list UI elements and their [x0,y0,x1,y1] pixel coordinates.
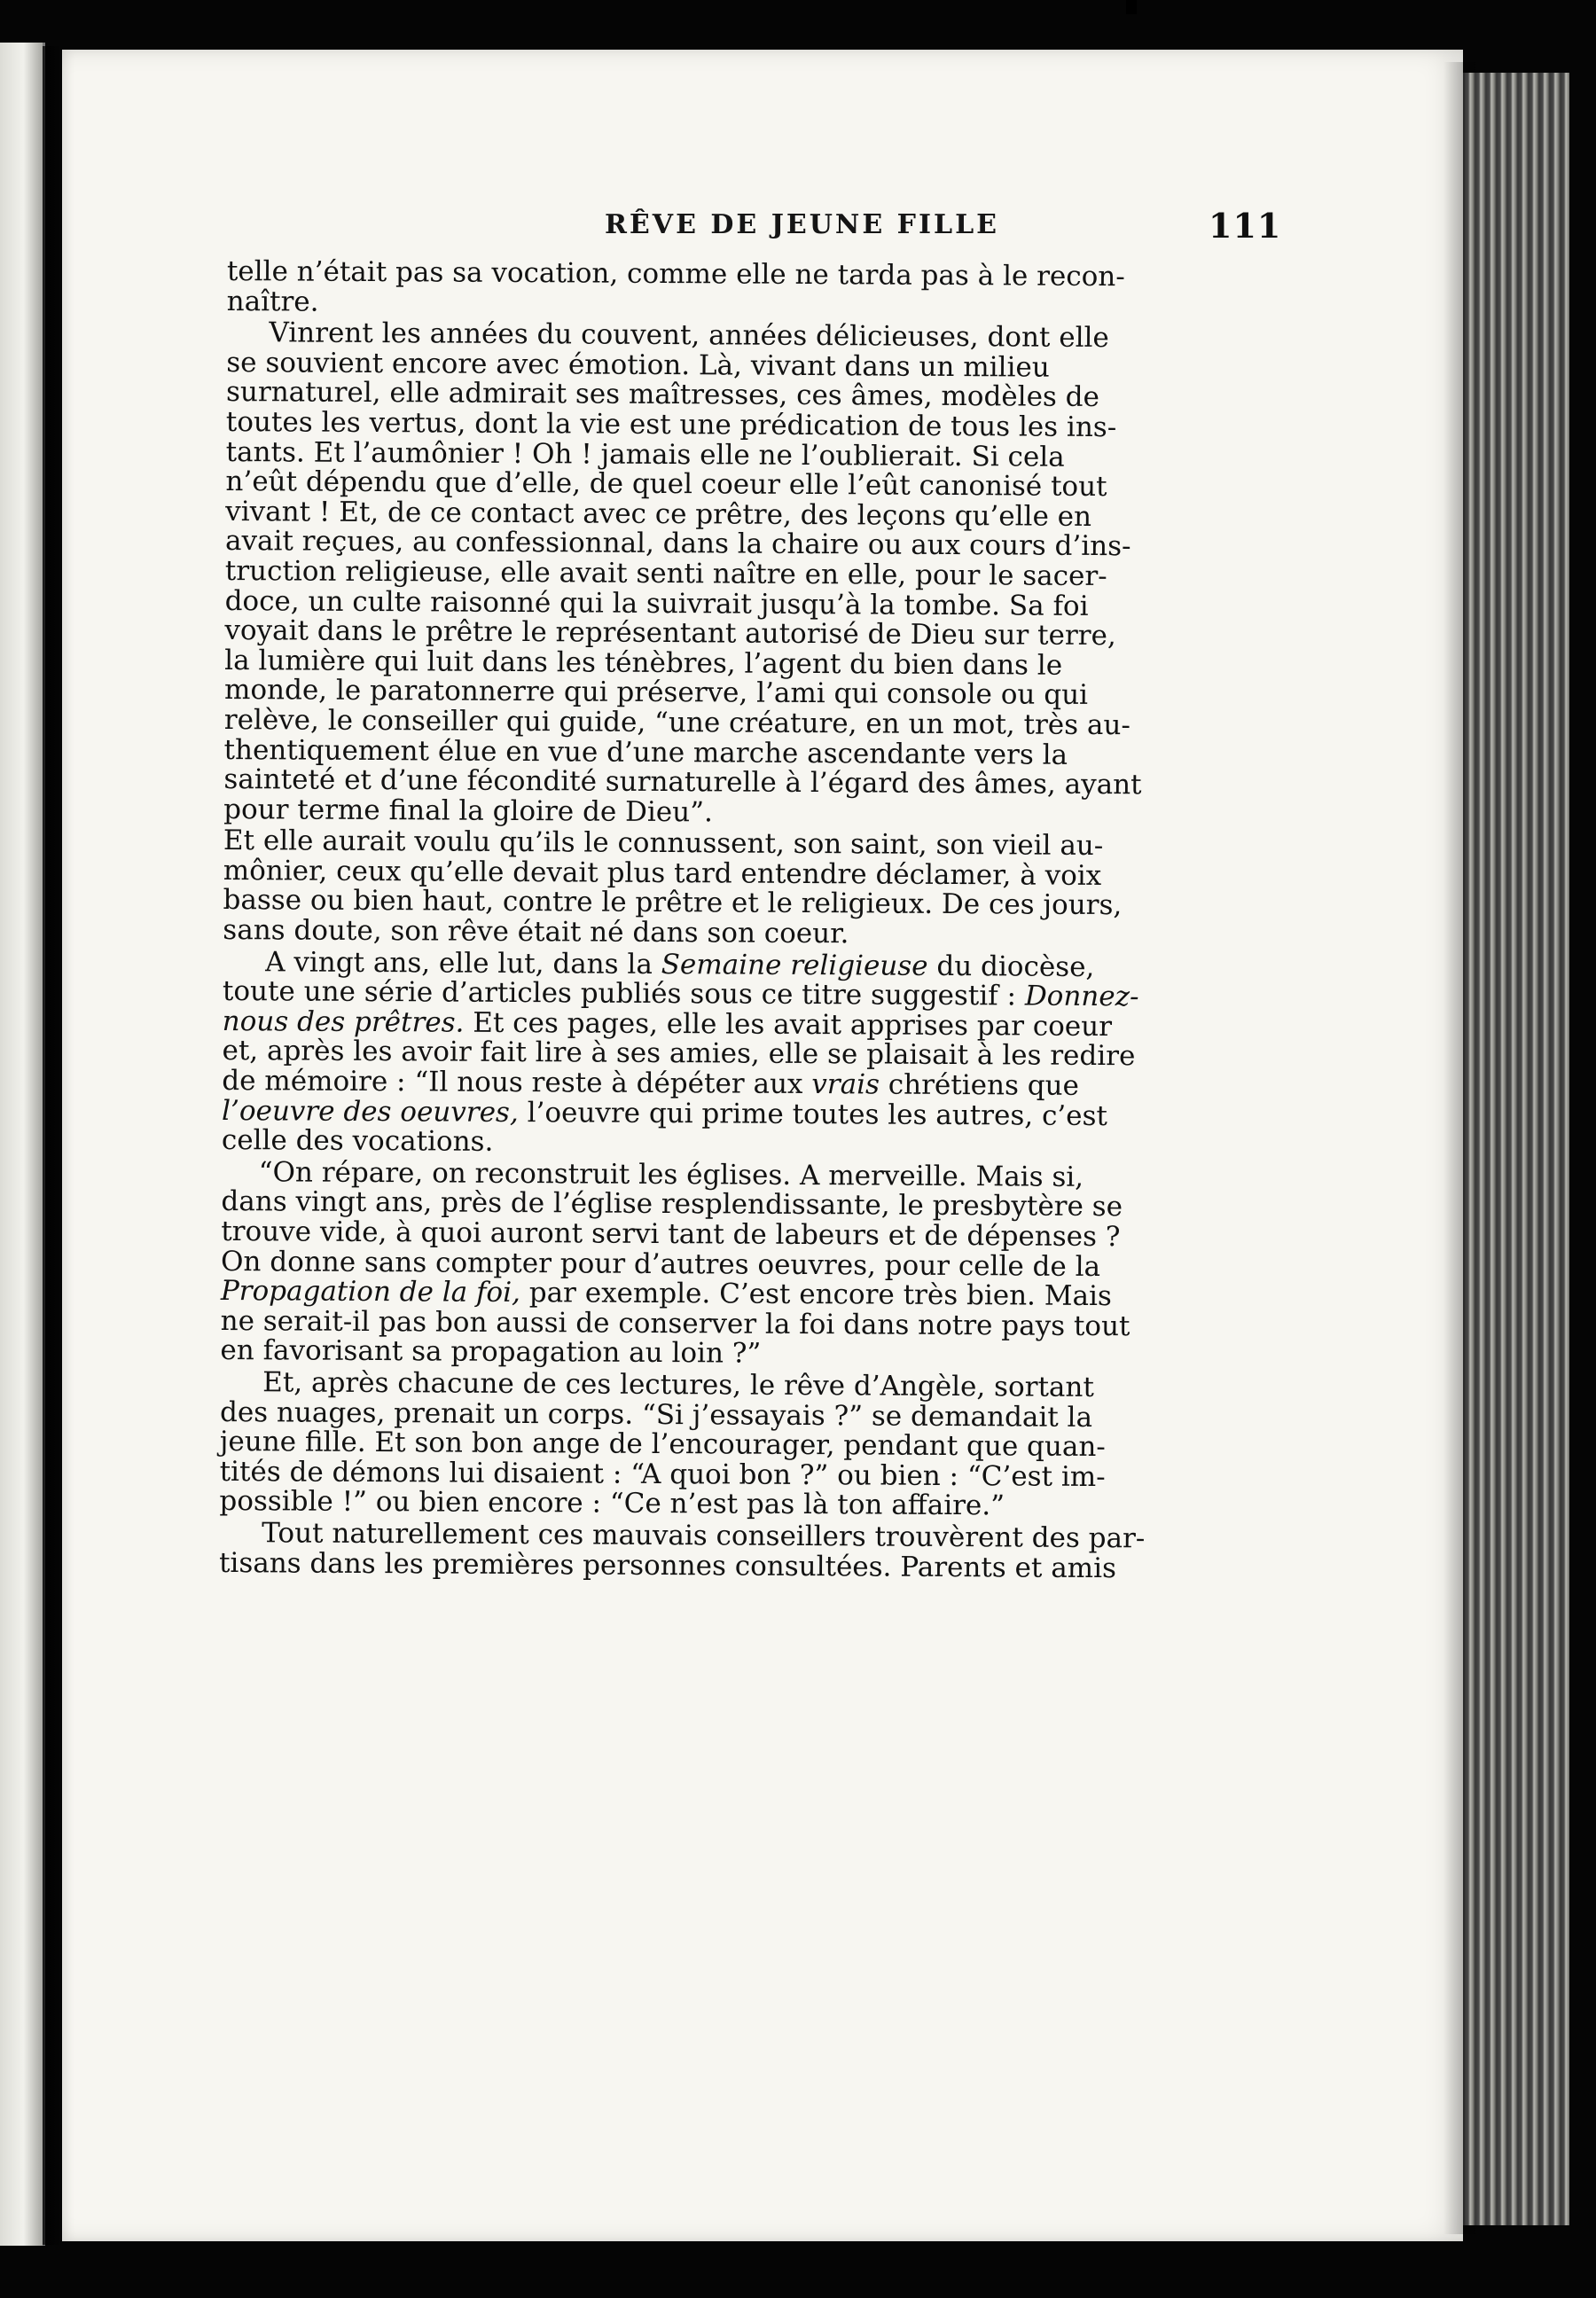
body-text [219,257,1251,1584]
text-line: et, après les avoir fait lire à ses amies, elle se plaisait à les redire [222,1035,1136,1073]
text-line: naître. [226,285,319,318]
text-line: la lumière qui luit dans les ténèbres, l’agent du bien dans le [224,644,1063,682]
text-line: celle des vocations. [221,1124,494,1159]
text-line: Et, après chacune de ces lectures, le rêve d’Angèle, sortant [262,1366,1094,1403]
italic-title: Propagation de la foi, [220,1275,521,1309]
text-line: monde, le paratonnerre qui préserve, l’ami qui console ou qui [223,674,1089,712]
text-line: Tout naturellement ces mauvais conseillers trouvèrent des par- [262,1517,1146,1555]
binding-shadow [43,46,62,2245]
text-line: pour terme final la gloire de Dieu”. [223,793,713,829]
text-line: sans doute, son rêve était né dans son coeur. [223,914,849,950]
italic-word: vrais [811,1068,880,1101]
text-line: truction religieuse, elle avait senti naître en elle, pour le sacer- [224,554,1107,593]
text-line: trouve vide, à quoi auront servi tant de labeurs et de dépenses ? [221,1215,1121,1254]
text-line: ne serait-il pas bon aussi de conserver la foi dans notre pays tout [220,1304,1130,1343]
text-line: relève, le conseiller qui guide, “une créature, en un mot, très au- [223,703,1130,742]
text-line: avait reçues, au confessionnal, dans la chaire ou aux cours d’ins- [224,525,1131,563]
italic-title: nous des prêtres. [222,1004,465,1039]
italic-title: Donnez- [1024,980,1139,1013]
text-segment: du diocèse, [936,950,1095,983]
text-line: On donne sans compter pour d’autres oeuvres, pour celle de la [220,1245,1101,1283]
text-line: en favorisant sa propagation au loin ?” [220,1334,762,1371]
text-line: surnaturel, elle admirait ses maîtresses, ces âmes, modèles de [225,376,1100,414]
page-number: 111 [1209,206,1282,246]
text-line: toutes les vertus, dont la vie est une prédication de tous les ins- [225,405,1117,444]
text-line: doce, un culte raisonné qui la suivrait jusqu’à la tombe. Sa foi [224,584,1089,622]
text-segment: de mémoire : “Il nous reste à dépéter aux [222,1065,803,1101]
running-head: RÊVE DE JEUNE FILLE [605,209,1000,240]
ink-mark [1126,0,1137,14]
text-segment: toute une série d’articles publiés sous ce titre suggestif : [222,975,1017,1012]
text-line: possible !” ou bien encore : “Ce n’est pas là ton affaire.” [219,1485,1005,1522]
text-segment: A vingt ans, elle lut, dans la [265,945,653,981]
text-segment: chrétiens que [888,1068,1080,1102]
text-line: Vinrent les années du couvent, années délicieuses, dont elle [269,317,1109,355]
text-segment: l’oeuvre qui prime toutes les autres, c’est [527,1096,1108,1132]
text-segment: par exemple. C’est encore très bien. Mais [528,1277,1112,1313]
text-line: tants. Et l’aumônier ! Oh ! jamais elle ne l’oublierait. Si cela [225,435,1065,473]
text-line: vivant ! Et, de ce contact avec ce prêtre, des leçons qu’elle en [225,495,1092,533]
text-line: sainteté et d’une fécondité surnaturelle à l’égard des âmes, ayant [223,763,1142,801]
text-line: basse ou bien haut, contre le prêtre et le religieux. De ces jours, [223,884,1123,922]
text-line: telle n’était pas sa vocation, comme elle ne tarda pas à le recon- [226,255,1125,293]
italic-phrase: l’oeuvre des oeuvres, [222,1094,519,1129]
text-line: tisans dans les premières personnes consultées. Parents et amis [218,1546,1117,1584]
text-line: dans vingt ans, près de l’église resplendissante, le presbytère se [221,1185,1123,1223]
left-page-edge [0,43,45,2246]
italic-title: Semaine religieuse [661,948,928,982]
stacked-page-edges [1463,73,1569,2225]
text-line: “On répare, on reconstruit les églises. A merveille. Mais si, [258,1156,1084,1193]
text-line: voyait dans le prêtre le représentant autorisé de Dieu sur terre, [224,614,1116,653]
text-line: thentiquement élue en vue d’une marche ascendante vers la [223,733,1068,771]
text-segment: Et ces pages, elle les avait apprises par coeur [473,1006,1113,1043]
text-line: n’eût dépendu que d’elle, de quel coeur elle l’eût canonisé tout [225,465,1107,504]
text-line: se souvient encore avec émotion. Là, vivant dans un milieu [226,346,1050,384]
text-line: jeune fille. Et son bon ange de l’encourager, pendant que quan- [219,1426,1106,1464]
text-line: tités de démons lui disaient : “A quoi bon ?” ou bien : “C’est im- [219,1455,1106,1493]
text-line: des nuages, prenait un corps. “Si j’essayais ?” se demandait la [219,1395,1093,1434]
text-line: mônier, ceux qu’elle devait plus tard entendre déclamer, à voix [223,854,1102,892]
text-line: Et elle aurait voulu qu’ils le connussent, son saint, son vieil au- [223,825,1104,863]
